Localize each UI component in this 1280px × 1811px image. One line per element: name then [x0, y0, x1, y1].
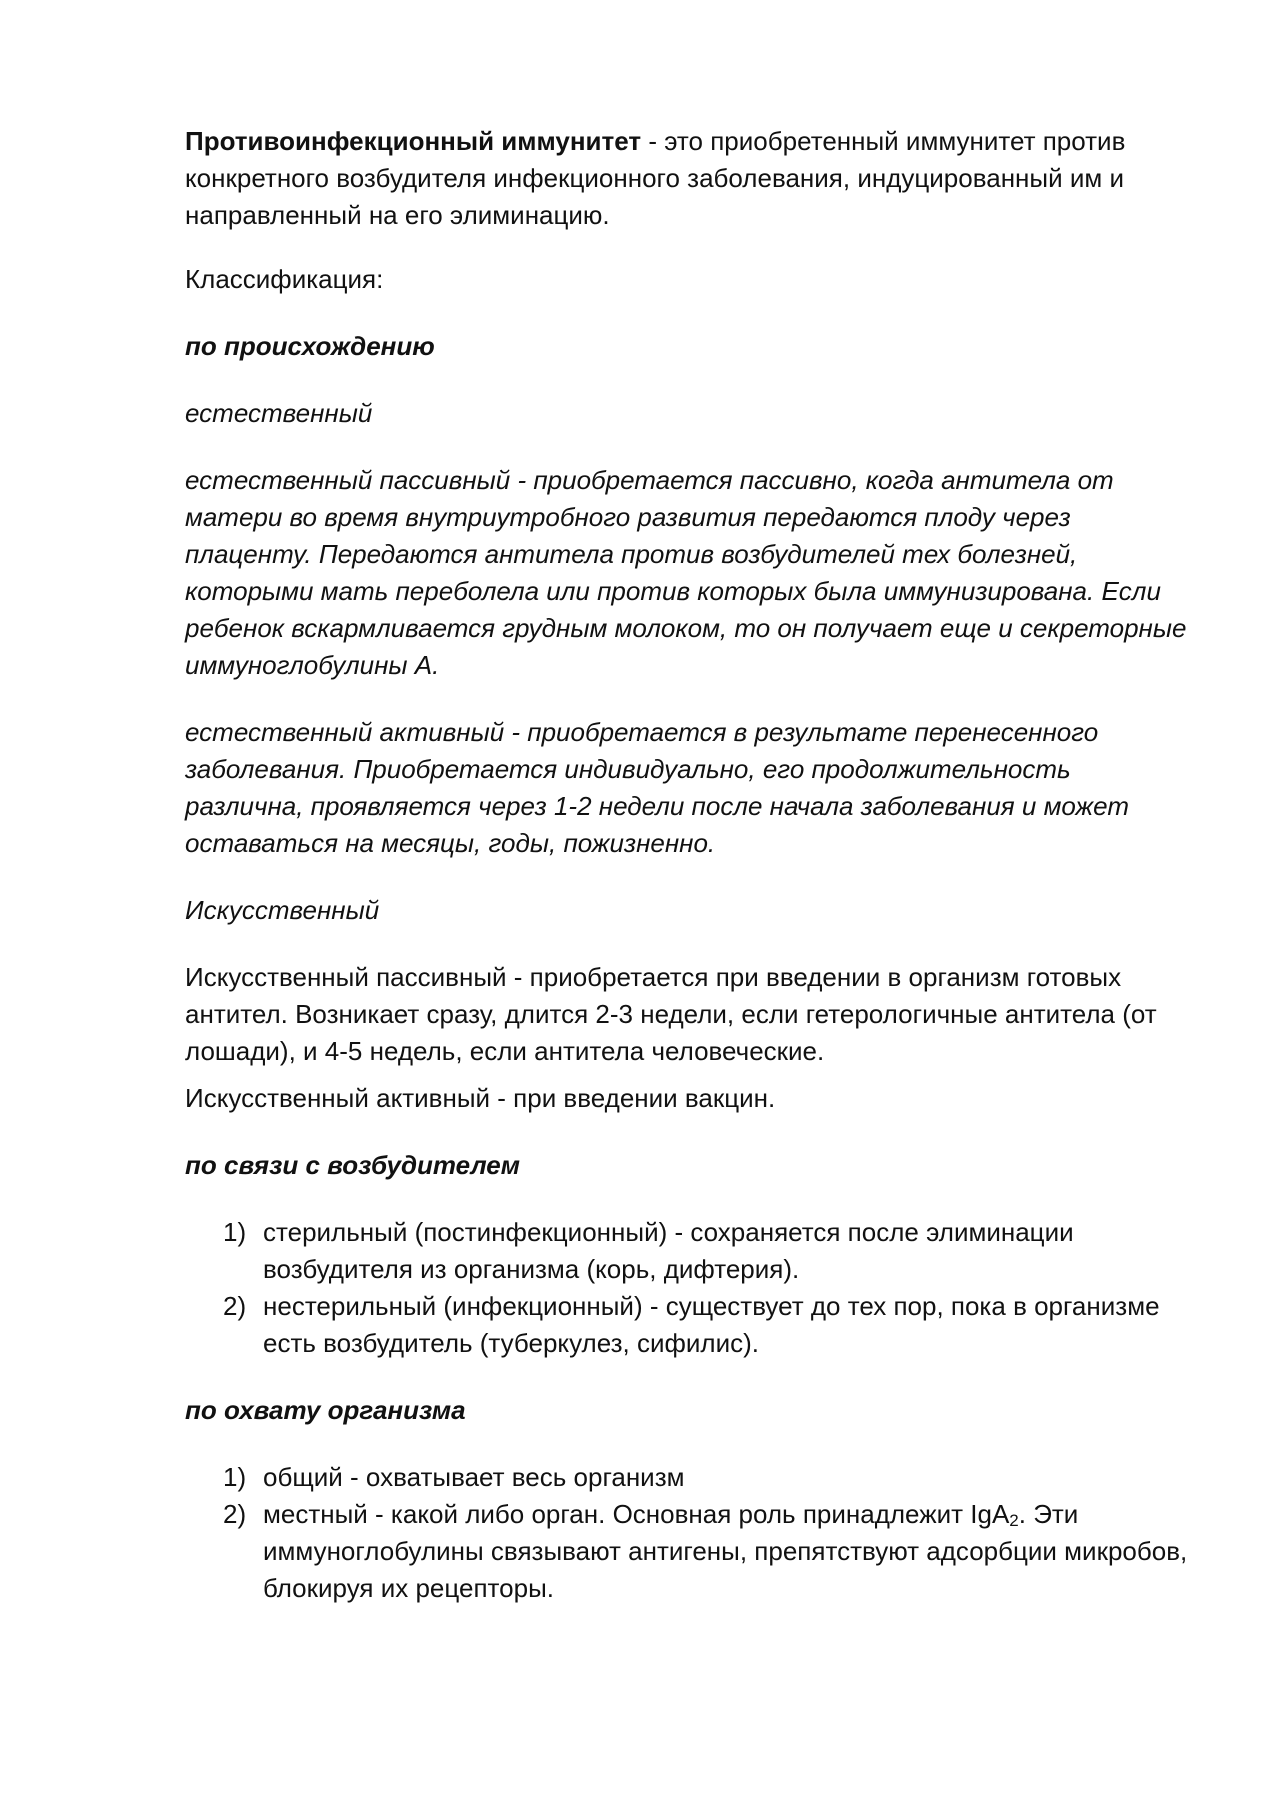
- local-text-before: местный - какой либо орган. Основная роль принадлежит IgA: [263, 1499, 1010, 1529]
- list-item: [185, 1459, 1195, 1496]
- list-item: [185, 1288, 1195, 1362]
- list-item: [185, 1214, 1195, 1288]
- list-item-text: нестерильный (инфекционный) - существует до тех пор, пока в организме есть возбудитель (туберкулез, сифилис).: [263, 1291, 1160, 1358]
- local-text-after: . Эти иммуноглобулины связывают антигены, препятствуют адсорбции микробов, блокируя их рецепторы.: [263, 1499, 1188, 1603]
- heading-by-origin: по происхождению: [185, 331, 435, 361]
- list-item-text: стерильный (постинфекционный) - сохраняется после элиминации возбудителя из организма (корь, дифтерия).: [263, 1217, 1074, 1284]
- classification-label: Классификация:: [185, 264, 384, 294]
- list-item-text: общий - охватывает весь организм: [263, 1462, 685, 1492]
- list-item-number: 2): [223, 1291, 247, 1321]
- intro-definition: - это приобретенный иммунитет против конкретного возбудителя инфекционного заболевания, индуцированный им и направленный на его элиминацию.: [185, 126, 1126, 230]
- iga-subscript: 2: [1009, 1511, 1019, 1530]
- intro-paragraph: [185, 123, 1195, 234]
- heading-by-coverage: по охвату организма: [185, 1395, 466, 1425]
- heading-by-pathogen: по связи с возбудителем: [185, 1150, 520, 1180]
- list-item: [185, 1496, 1195, 1607]
- list-item-number: 2): [223, 1499, 247, 1529]
- list-item-text: [263, 1499, 1187, 1603]
- artificial-passive-paragraph: Искусственный пассивный - приобретается при введении в организм готовых антител. Возникает сразу, длится 2-3 недели, если гетерологичные антитела (от лошади), и 4-5 недель, если антитела человеческие.: [185, 962, 1157, 1066]
- document-body: [185, 123, 1195, 1637]
- coverage-list: [185, 1459, 1195, 1607]
- intro-term: Противоинфекционный иммунитет: [185, 126, 642, 156]
- list-item-number: 1): [223, 1462, 247, 1492]
- pathogen-list: [185, 1214, 1195, 1362]
- natural-active-paragraph: естественный активный - приобретается в результате перенесенного заболевания. Приобретается индивидуально, его продолжительность различна, проявляется через 1-2 недели после начала заболевания и может оставаться на месяцы, годы, пожизненно.: [185, 717, 1130, 858]
- list-item-number: 1): [223, 1217, 247, 1247]
- artificial-active-paragraph: Искусственный активный - при введении вакцин.: [185, 1083, 776, 1113]
- natural-passive-paragraph: естественный пассивный - приобретается пассивно, когда антитела от матери во время внутриутробного развития передаются плоду через плаценту. Передаются антитела против возбудителей тех болезней, которыми мать переболела или против которых была иммунизирована. Если ребенок вскармливается грудным молоком, то он получает еще и секреторные иммуноглобулины А.: [185, 465, 1187, 680]
- natural-label: естественный: [185, 398, 373, 428]
- artificial-label: Искусственный: [185, 895, 380, 925]
